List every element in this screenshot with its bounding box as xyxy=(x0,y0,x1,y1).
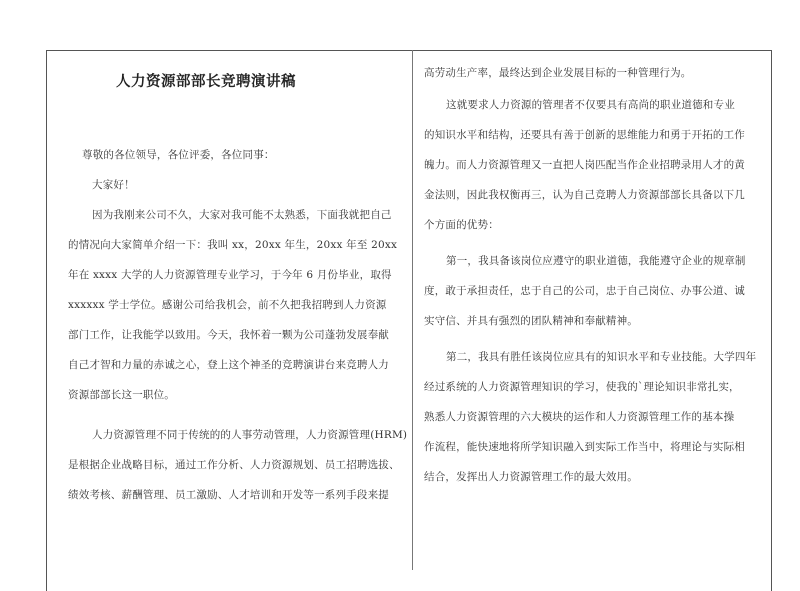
body-line: 作流程，能快速地将所学知识融入到实际工作当中，将理论与实际相 xyxy=(424,441,745,453)
body-line: 的情况向大家简单介绍一下：我叫 xx，20xx 年生，20xx 年至 20xx xyxy=(68,239,398,251)
column-divider xyxy=(412,50,413,570)
body-line: 结合，发挥出人力资源管理工作的最大效用。 xyxy=(424,471,638,483)
body-line: 部门工作，让我能学以致用。今天，我怀着一颗为公司蓬勃发展奉献 xyxy=(68,329,389,341)
greeting: 大家好！ xyxy=(92,179,135,191)
body-line: 的知识水平和结构，还要具有善于创新的思维能力和勇于开拓的工作 xyxy=(424,129,745,141)
body-line: 自己才智和力量的赤诚之心，登上这个神圣的竞聘演讲台来竞聘人力 xyxy=(68,359,389,371)
body-line: xxxxxx 学士学位。感谢公司给我机会，前不久把我招聘到人力资源 xyxy=(68,299,387,311)
body-line: 因为我刚来公司不久，大家对我可能不太熟悉，下面我就把自己 xyxy=(92,209,392,221)
body-line: 实守信、并具有强烈的团队精神和奉献精神。 xyxy=(424,315,638,327)
body-line: 是根据企业战略目标，通过工作分析、人力资源规划、员工招聘选拔、 xyxy=(68,459,400,471)
body-line: 第二，我具有胜任该岗位应具有的知识水平和专业技能。大学四年 xyxy=(446,351,757,363)
body-line: 人力资源管理不同于传统的的人事劳动管理，人力资源管理(HRM) xyxy=(92,429,408,441)
body-line: 经过系统的人力资源管理知识的学习，使我的`理论知识非常扎实， xyxy=(424,381,740,393)
body-line: 这就要求人力资源的管理者不仅要具有高尚的职业道德和专业 xyxy=(446,99,735,111)
body-line: 熟悉人力资源管理的六大模块的运作和人力资源管理工作的基本操 xyxy=(424,411,735,423)
body-line: 高劳动生产率，最终达到企业发展目标的一种管理行为。 xyxy=(424,67,692,79)
body-line: 金法则，因此我权衡再三，认为自己竞聘人力资源部部长具备以下几 xyxy=(424,189,745,201)
body-line: 第一，我具备该岗位应遵守的职业道德，我能遵守企业的规章制 xyxy=(446,255,746,267)
body-line: 魄力。而人力资源管理又一直把人岗匹配当作企业招聘录用人才的黄 xyxy=(424,159,745,171)
document-title: 人力资源部部长竞聘演讲稿 xyxy=(116,73,296,90)
body-line: 度，敢于承担责任，忠于自己的公司，忠于自己岗位、办事公道、诚 xyxy=(424,285,745,297)
body-line: 资源部部长这一职位。 xyxy=(68,389,175,401)
body-line: 年在 xxxx 大学的人力资源管理专业学习，于今年 6 月份毕业，取得 xyxy=(68,269,392,281)
body-line: 个方面的优势： xyxy=(424,219,499,231)
body-line: 绩效考核、薪酬管理、员工激励、人才培训和开发等一系列手段来提 xyxy=(68,489,389,501)
salutation: 尊敬的各位领导，各位评委，各位同事： xyxy=(82,149,275,161)
